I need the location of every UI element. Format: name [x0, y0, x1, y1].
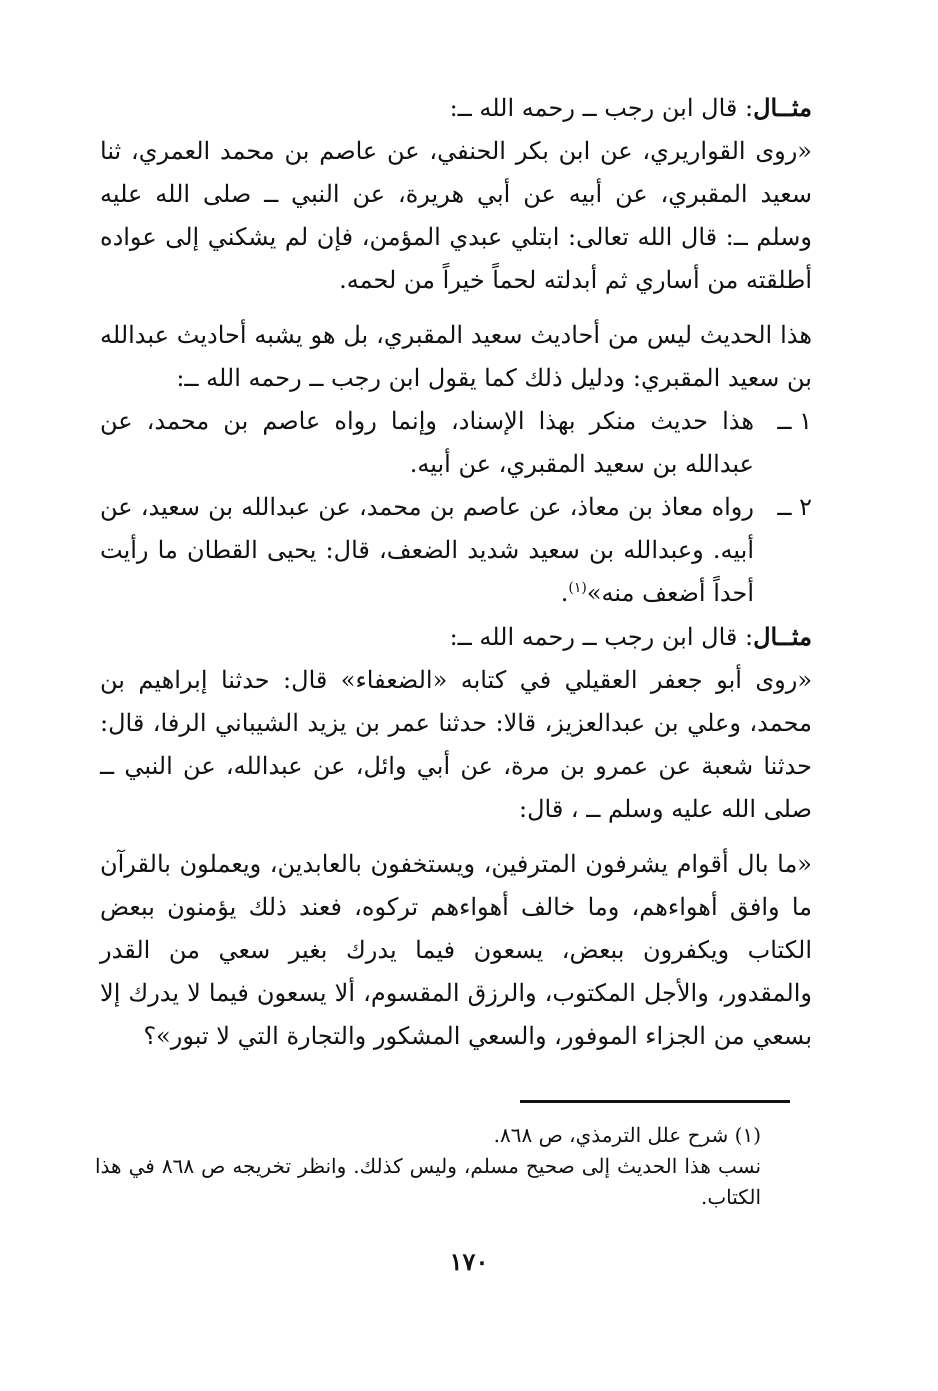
footnote-line: نسب هذا الحديث إلى صحيح مسلم، وليس كذلك. وانظر تخريجه ص ٨٦٨ في هذا الكتاب.: [95, 1154, 762, 1209]
footnotes: [95, 1120, 761, 1213]
example-heading-text: : قال ابن رجب ــ رحمه الله ــ:: [449, 623, 754, 651]
example-label: مثــال: [753, 622, 812, 651]
item-text: رواه معاذ بن معاذ، عن عاصم بن محمد، عن عبدالله بن سعيد، عن أبيه. وعبدالله بن سعيد شديد الضعف، قال: يحيى القطان ما رأيت أحداً أضعف منه»: [100, 493, 755, 607]
item-number: ٢ ــ: [777, 493, 812, 521]
main-text: [100, 86, 812, 1058]
footnote-line: (١) شرح علل الترمذي، ص ٨٦٨.: [493, 1123, 761, 1147]
example-heading: [100, 86, 812, 130]
quoted-narration: «روى القواريري، عن ابن بكر الحنفي، عن عاصم بن محمد العمري، ثنا سعيد المقبري، عن أبيه عن أبي هريرة، عن النبي ــ صلى الله عليه وسلم ــ: قال الله تعالى: ابتلي عبدي المؤمن، فإن لم يشكني إلى عواده أطلقته من أساري ثم أبدلته لحماً خيراً من لحمه.: [100, 137, 812, 294]
list-item: [100, 400, 812, 486]
list-item: [100, 486, 812, 615]
page-number: ١٧٠: [449, 1247, 489, 1276]
example-label: مثــال: [753, 93, 812, 122]
item-number: ١ ــ: [777, 407, 812, 435]
example-heading: [100, 615, 812, 659]
footnote-reference: (١): [568, 580, 587, 596]
hadith-text: «ما بال أقوام يشرفون المترفين، ويستخفون بالعابدين، ويعملون بالقرآن ما وافق أهواءهم، وما خالف أهواءهم تركوه، فعند ذلك يؤمنون ببعض الكتاب ويكفرون ببعض، يسعون فيما يدرك بغير سعي من القدر والمقدور، والأجل المكتوب، والرزق المقسوم، ألا يسعون فيما لا يدرك إلا بسعي من الجزاء الموفور، والسعي المشكور والتجارة التي لا تبور»؟: [100, 850, 813, 1050]
commentary-paragraph: هذا الحديث ليس من أحاديث سعيد المقبري، بل هو يشبه أحاديث عبدالله بن سعيد المقبري: ودليل ذلك كما يقول ابن رجب ــ رحمه الله ــ:: [100, 321, 812, 392]
example-heading-text: : قال ابن رجب ــ رحمه الله ــ:: [449, 94, 754, 122]
item-text: هذا حديث منكر بهذا الإسناد، وإنما رواه عاصم بن محمد، عن عبدالله بن سعيد المقبري، عن أبيه.: [100, 407, 754, 478]
item-text-end: .: [560, 579, 569, 607]
quoted-narration: «روى أبو جعفر العقيلي في كتابه «الضعفاء» قال: حدثنا إبراهيم بن محمد، وعلي بن عبدالعزيز، قالا: حدثنا عمر بن يزيد الشيباني الرفا، قال: حدثنا شعبة عن عمرو بن مرة، عن أبي وائل، عن عبدالله، عن النبي ــ صلى الله عليه وسلم ــ ، قال:: [100, 666, 813, 823]
footnote-separator: [520, 1100, 790, 1103]
